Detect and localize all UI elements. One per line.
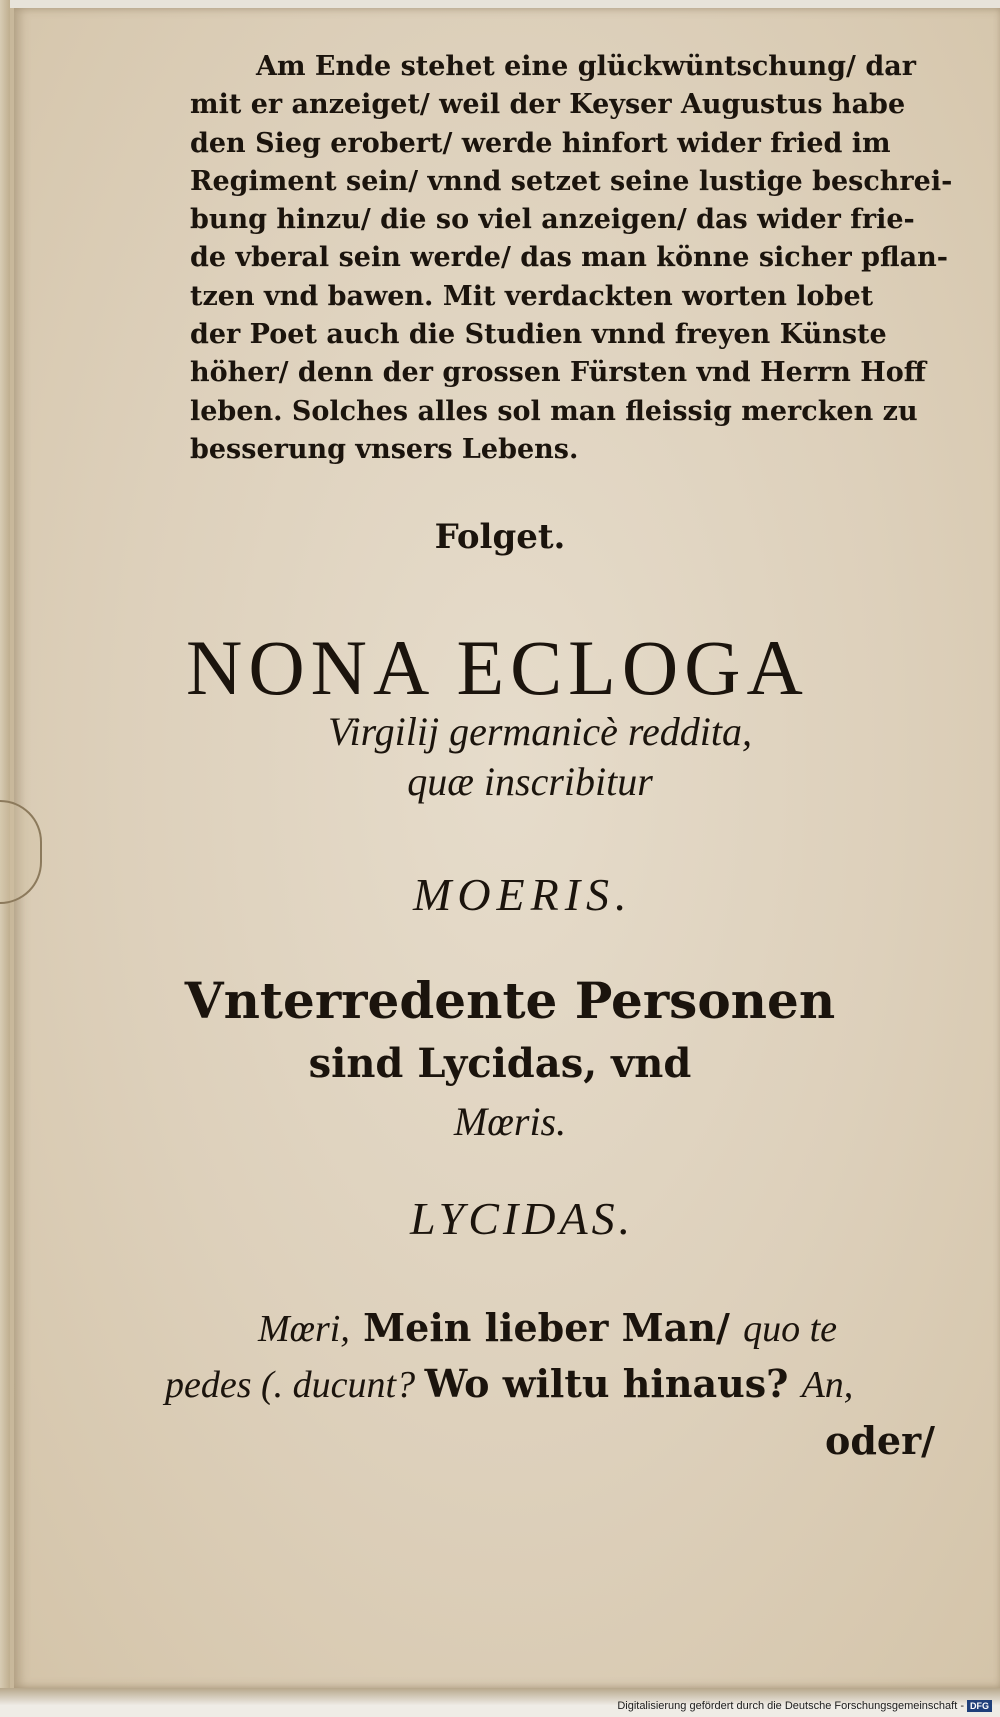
body-line: besserung vnsers Lebens. [190, 433, 579, 465]
verse-latin: Mœri, [258, 1308, 350, 1350]
footer-text: Digitalisierung gefördert durch die Deutsche Forschungsgemeinschaft - [617, 1700, 964, 1712]
body-line: höher/ denn der grossen Fürsten vnd Herrn Hoff [190, 357, 926, 389]
body-line: mit er anzeiget/ weil der Keyser Augustus habe [190, 89, 906, 121]
page-title: NONA ECLOGA [186, 624, 809, 711]
intro-paragraph [190, 48, 955, 469]
body-line: leben. Solches alles sol man fleissig mercken zu [190, 395, 918, 427]
body-line: de vberal sein werde/ das man könne sicher pflan- [190, 242, 949, 274]
body-line: bung hinzu/ die so viel anzeigen/ das wider frie- [190, 204, 915, 236]
body-line: den Sieg erobert/ werde hinfort wider fried im [190, 127, 891, 159]
body-line: Regiment sein/ vnnd setzet seine lustige beschrei- [190, 165, 953, 197]
verse-german: Mein lieber Man/ [349, 1305, 744, 1350]
verse-latin: quo te [743, 1308, 838, 1350]
verse-line [258, 1305, 1000, 1351]
persons-line: sind Lycidas, vnd [308, 1040, 692, 1087]
catchword: oder/ [825, 1418, 935, 1463]
body-line: tzen vnd bawen. Mit verdackten worten lobet [190, 280, 874, 312]
verse-latin: pedes (. ducunt? [165, 1364, 425, 1406]
subtitle-line: Virgilij germanicè reddita, [327, 709, 752, 754]
persons-line: Mœris. [453, 1099, 567, 1144]
body-line: der Poet auch die Studien vnnd freyen Künste [190, 319, 887, 351]
moeris-heading: MOERIS. [413, 869, 633, 920]
verse-latin: An, [801, 1364, 854, 1406]
body-line: Am Ende stehet eine glückwüntschung/ dar [256, 51, 916, 82]
folget-heading: Folget. [434, 517, 566, 557]
verse-line [825, 1418, 1000, 1464]
subtitle-line: quæ inscribitur [407, 759, 653, 804]
verse-line [165, 1361, 935, 1407]
digitization-footer [617, 1700, 992, 1712]
dfg-logo-icon: DFG [967, 1700, 992, 1712]
persons-heading: Vnterredente Personen [184, 971, 836, 1030]
verse-german: Wo wiltu hinaus? [424, 1361, 802, 1406]
speaker-heading: LYCIDAS. [410, 1193, 635, 1244]
